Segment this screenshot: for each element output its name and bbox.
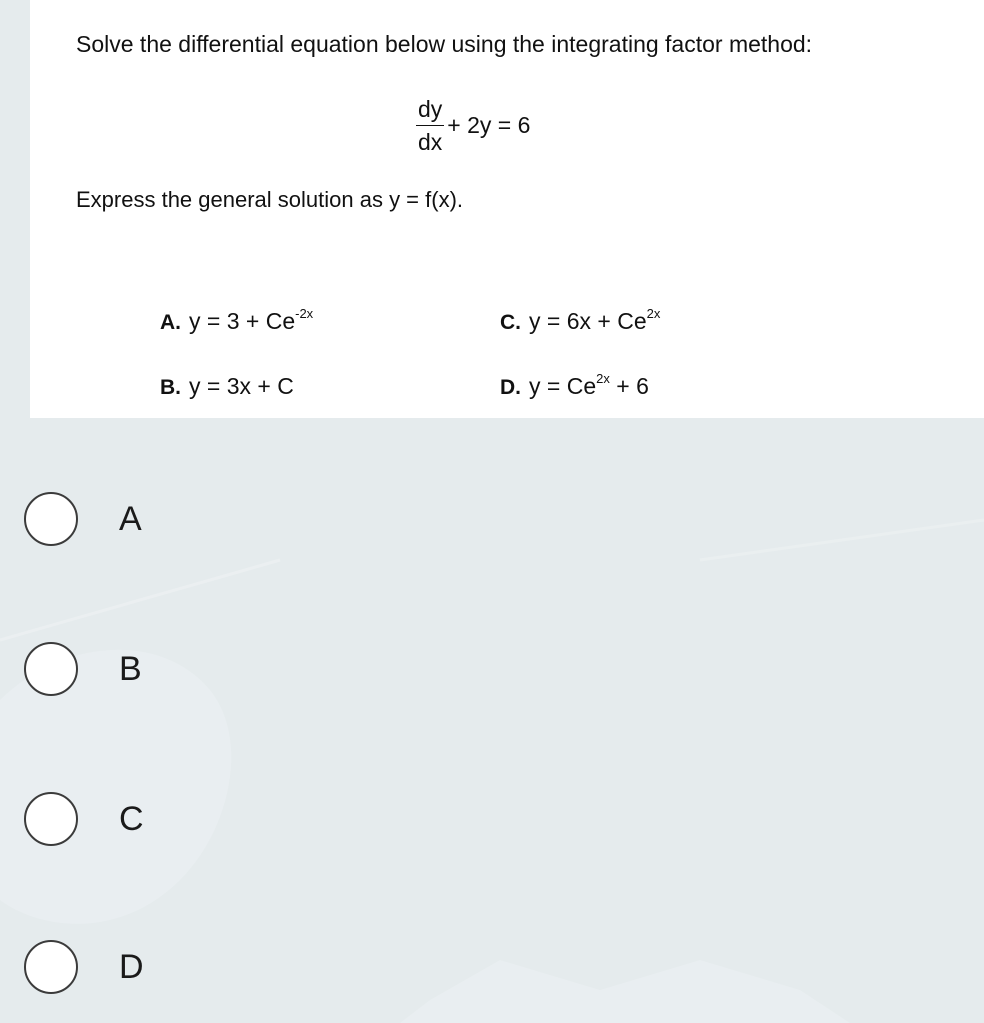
choice-a[interactable] [24,484,284,554]
option-expression: y = 6x + Ce [529,308,647,334]
option-letter: C. [500,311,521,334]
radio-unchecked-icon[interactable] [24,642,78,696]
fraction-denominator: dx [418,128,443,155]
question-card [30,0,984,418]
choice-label[interactable]: D [119,947,144,986]
choice-label[interactable]: A [119,499,142,538]
option-letter: A. [160,311,181,334]
radio-unchecked-icon[interactable] [24,792,78,846]
choice-label[interactable]: B [119,649,142,688]
option-expression: y = Ce [529,373,597,399]
question-instruction: Express the general solution as y = f(x). [76,187,464,212]
option-exponent: 2x [596,371,610,386]
choice-c[interactable] [24,784,284,854]
radio-unchecked-icon[interactable] [24,940,78,994]
answer-option-c [500,306,660,338]
option-exponent: 2x [646,306,661,321]
choice-label[interactable]: C [119,799,144,838]
choice-b[interactable] [24,634,284,704]
answer-option-a [160,306,313,338]
option-exponent: -2x [295,306,314,321]
question-prompt: Solve the differential equation below using the integrating factor method: [76,31,813,57]
fraction-numerator: dy [416,96,444,126]
equation-rest: + 2y = 6 [447,111,531,138]
option-letter: B. [160,376,181,399]
option-expression: y = 3 + Ce [189,308,296,334]
answer-option-d [500,371,649,403]
derivative-fraction [416,96,444,155]
differential-equation [416,90,530,160]
choice-d[interactable] [24,932,284,1002]
answer-option-b [160,371,294,403]
option-expression: y = 3x + C [189,373,294,399]
radio-unchecked-icon[interactable] [24,492,78,546]
option-letter: D. [500,376,521,399]
option-suffix: + 6 [609,373,649,399]
